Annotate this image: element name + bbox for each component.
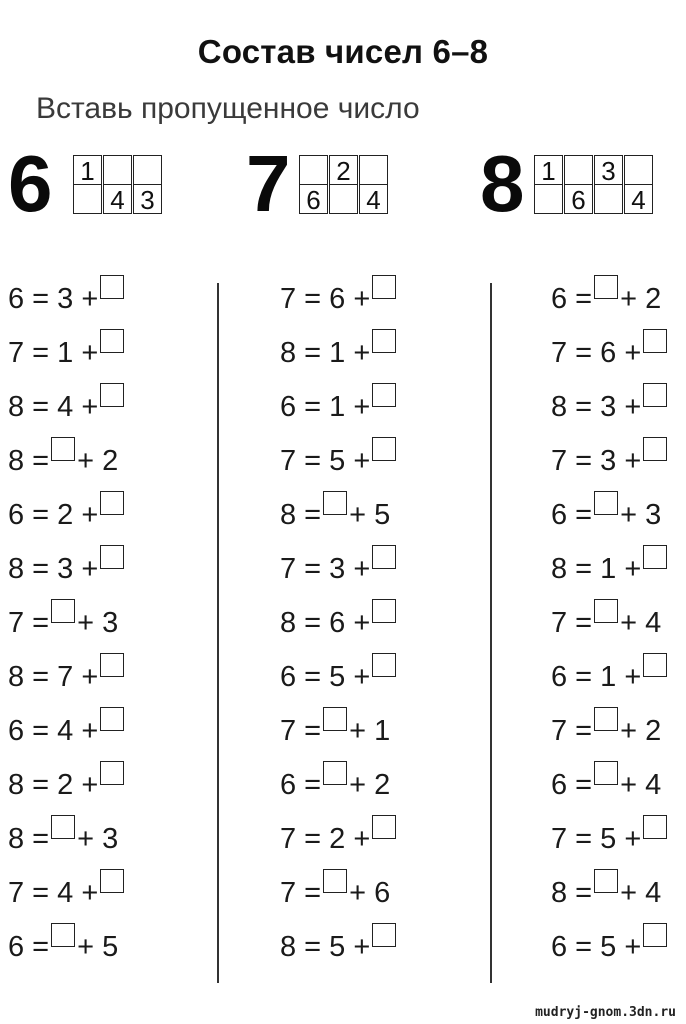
answer-box[interactable] (372, 275, 396, 299)
house-cells (535, 156, 655, 214)
equation-column-1 (8, 278, 126, 980)
equation-row (8, 926, 126, 980)
equation-left: 8 = (8, 823, 50, 855)
answer-cell[interactable] (564, 155, 593, 185)
given-cell: 4 (359, 184, 388, 214)
equation-row (280, 548, 398, 602)
equation-right: + 3 (77, 823, 119, 855)
column-divider (490, 283, 492, 983)
equation-left: 7 = 5 + (280, 445, 371, 477)
answer-box[interactable] (100, 329, 124, 353)
given-cell: 6 (299, 184, 328, 214)
equation-left: 7 = 4 + (8, 877, 99, 909)
equation-row (551, 818, 669, 872)
given-cell: 4 (103, 184, 132, 214)
answer-box[interactable] (372, 815, 396, 839)
equation-row (551, 278, 669, 332)
house-pair (565, 156, 593, 214)
equation-left: 8 = (551, 877, 593, 909)
equation-left: 6 = 1 + (280, 391, 371, 423)
equation-right: + 4 (620, 607, 662, 639)
equation-row (551, 656, 669, 710)
equation-right: + 2 (349, 769, 391, 801)
equation-right: + 6 (349, 877, 391, 909)
equation-row (280, 872, 398, 926)
equation-left: 6 = 5 + (551, 931, 642, 963)
equation-row (551, 710, 669, 764)
equation-left: 7 = (8, 607, 50, 639)
equation-left: 8 = 1 + (551, 553, 642, 585)
equation-row (280, 764, 398, 818)
equation-row (8, 710, 126, 764)
answer-box[interactable] (51, 923, 75, 947)
equation-left: 6 = 4 + (8, 715, 99, 747)
equation-row (280, 494, 398, 548)
answer-cell[interactable] (103, 155, 132, 185)
equation-left: 8 = 5 + (280, 931, 371, 963)
answer-box[interactable] (100, 545, 124, 569)
page-title: Состав чисел 6–8 (197, 33, 489, 70)
equation-left: 7 = 6 + (551, 337, 642, 369)
answer-box[interactable] (323, 707, 347, 731)
house-pair (300, 156, 328, 214)
answer-cell[interactable] (329, 184, 358, 214)
equation-row (8, 386, 126, 440)
watermark: mudryj-gnom.3dn.ru (535, 1005, 676, 1020)
equation-left: 7 = 1 + (8, 337, 99, 369)
given-cell: 1 (73, 155, 102, 185)
equation-row (551, 332, 669, 386)
equation-left: 8 = 3 + (551, 391, 642, 423)
answer-box[interactable] (643, 383, 667, 407)
answer-box[interactable] (372, 653, 396, 677)
equation-left: 7 = (551, 715, 593, 747)
equation-row (8, 656, 126, 710)
equation-left: 6 = (280, 769, 322, 801)
equation-column-2 (280, 278, 398, 980)
given-cell: 4 (624, 184, 653, 214)
equation-row (551, 872, 669, 926)
equation-row (8, 548, 126, 602)
answer-box[interactable] (323, 491, 347, 515)
equation-right: + 1 (349, 715, 391, 747)
equation-left: 7 = 2 + (280, 823, 371, 855)
answer-box[interactable] (643, 923, 667, 947)
answer-box[interactable] (372, 329, 396, 353)
equation-left: 7 = (280, 715, 322, 747)
equation-right: + 5 (349, 499, 391, 531)
given-cell: 6 (564, 184, 593, 214)
answer-box[interactable] (100, 491, 124, 515)
house-pair (330, 156, 358, 214)
house-number: 7 (246, 139, 291, 228)
answer-box[interactable] (594, 275, 618, 299)
equation-row (280, 332, 398, 386)
equation-right: + 2 (620, 283, 662, 315)
answer-cell[interactable] (359, 155, 388, 185)
answer-box[interactable] (643, 545, 667, 569)
equation-right: + 4 (620, 877, 662, 909)
equation-left: 6 = (551, 769, 593, 801)
answer-box[interactable] (51, 599, 75, 623)
equation-row (551, 548, 669, 602)
answer-cell[interactable] (594, 184, 623, 214)
equation-right: + 5 (77, 931, 119, 963)
equation-left: 6 = 5 + (280, 661, 371, 693)
equation-left: 6 = 3 + (8, 283, 99, 315)
answer-box[interactable] (51, 815, 75, 839)
equation-row (280, 926, 398, 980)
answer-box[interactable] (643, 329, 667, 353)
equation-left: 7 = 6 + (280, 283, 371, 315)
equation-row (8, 602, 126, 656)
equation-right: + 2 (77, 445, 119, 477)
equation-left: 7 = (551, 607, 593, 639)
equation-left: 7 = 3 + (551, 445, 642, 477)
answer-box[interactable] (372, 545, 396, 569)
equation-row (8, 764, 126, 818)
answer-box[interactable] (100, 275, 124, 299)
answer-box[interactable] (643, 815, 667, 839)
answer-box[interactable] (100, 761, 124, 785)
answer-box[interactable] (323, 869, 347, 893)
answer-box[interactable] (594, 707, 618, 731)
answer-box[interactable] (372, 599, 396, 623)
equation-left: 6 = (8, 931, 50, 963)
instruction: Вставь пропущенное число (36, 92, 420, 125)
equation-right: + 3 (77, 607, 119, 639)
equation-left: 8 = 4 + (8, 391, 99, 423)
answer-box[interactable] (643, 437, 667, 461)
equation-row (8, 440, 126, 494)
equation-row (280, 440, 398, 494)
equation-left: 8 = (8, 445, 50, 477)
equation-row (8, 278, 126, 332)
answer-box[interactable] (594, 599, 618, 623)
answer-box[interactable] (323, 761, 347, 785)
equation-row (280, 656, 398, 710)
equation-row (280, 386, 398, 440)
column-divider (217, 283, 219, 983)
answer-box[interactable] (594, 869, 618, 893)
equation-row (280, 818, 398, 872)
equation-row (280, 602, 398, 656)
house-pair (625, 156, 653, 214)
answer-box[interactable] (100, 869, 124, 893)
equation-row (8, 872, 126, 926)
equation-row (551, 494, 669, 548)
answer-box[interactable] (51, 437, 75, 461)
house-pair (360, 156, 388, 214)
equation-row (280, 278, 398, 332)
answer-box[interactable] (643, 653, 667, 677)
house-pair (134, 156, 162, 214)
equation-left: 8 = 7 + (8, 661, 99, 693)
equation-left: 6 = 2 + (8, 499, 99, 531)
equation-column-3 (551, 278, 669, 980)
house-number: 8 (480, 139, 525, 228)
answer-box[interactable] (372, 437, 396, 461)
given-cell: 3 (133, 184, 162, 214)
equation-left: 7 = 3 + (280, 553, 371, 585)
house-cells (300, 156, 390, 214)
equation-left: 7 = 5 + (551, 823, 642, 855)
equation-row (551, 926, 669, 980)
given-cell: 3 (594, 155, 623, 185)
answer-cell[interactable] (133, 155, 162, 185)
answer-cell[interactable] (299, 155, 328, 185)
equation-right: + 2 (620, 715, 662, 747)
equation-left: 7 = (280, 877, 322, 909)
equation-row (551, 440, 669, 494)
answer-box[interactable] (100, 653, 124, 677)
house-pair (595, 156, 623, 214)
answer-cell[interactable] (73, 184, 102, 214)
answer-box[interactable] (100, 707, 124, 731)
equation-left: 6 = 1 + (551, 661, 642, 693)
equation-left: 6 = (551, 283, 593, 315)
answer-cell[interactable] (534, 184, 563, 214)
house-pair (535, 156, 563, 214)
equation-row (551, 386, 669, 440)
house-pair (104, 156, 132, 214)
answer-box[interactable] (372, 383, 396, 407)
answer-box[interactable] (100, 383, 124, 407)
equation-left: 6 = (551, 499, 593, 531)
equation-row (551, 602, 669, 656)
answer-box[interactable] (372, 923, 396, 947)
answer-cell[interactable] (624, 155, 653, 185)
answer-box[interactable] (594, 491, 618, 515)
house-cells (74, 156, 164, 214)
equation-row (8, 818, 126, 872)
equation-row (551, 764, 669, 818)
answer-box[interactable] (594, 761, 618, 785)
equation-row (8, 494, 126, 548)
equation-left: 8 = 2 + (8, 769, 99, 801)
equation-left: 8 = 3 + (8, 553, 99, 585)
given-cell: 2 (329, 155, 358, 185)
equation-right: + 3 (620, 499, 662, 531)
equation-row (8, 332, 126, 386)
equation-right: + 4 (620, 769, 662, 801)
given-cell: 1 (534, 155, 563, 185)
house-number: 6 (8, 139, 53, 228)
equation-left: 8 = 1 + (280, 337, 371, 369)
equation-left: 8 = 6 + (280, 607, 371, 639)
equation-row (280, 710, 398, 764)
equation-left: 8 = (280, 499, 322, 531)
house-pair (74, 156, 102, 214)
